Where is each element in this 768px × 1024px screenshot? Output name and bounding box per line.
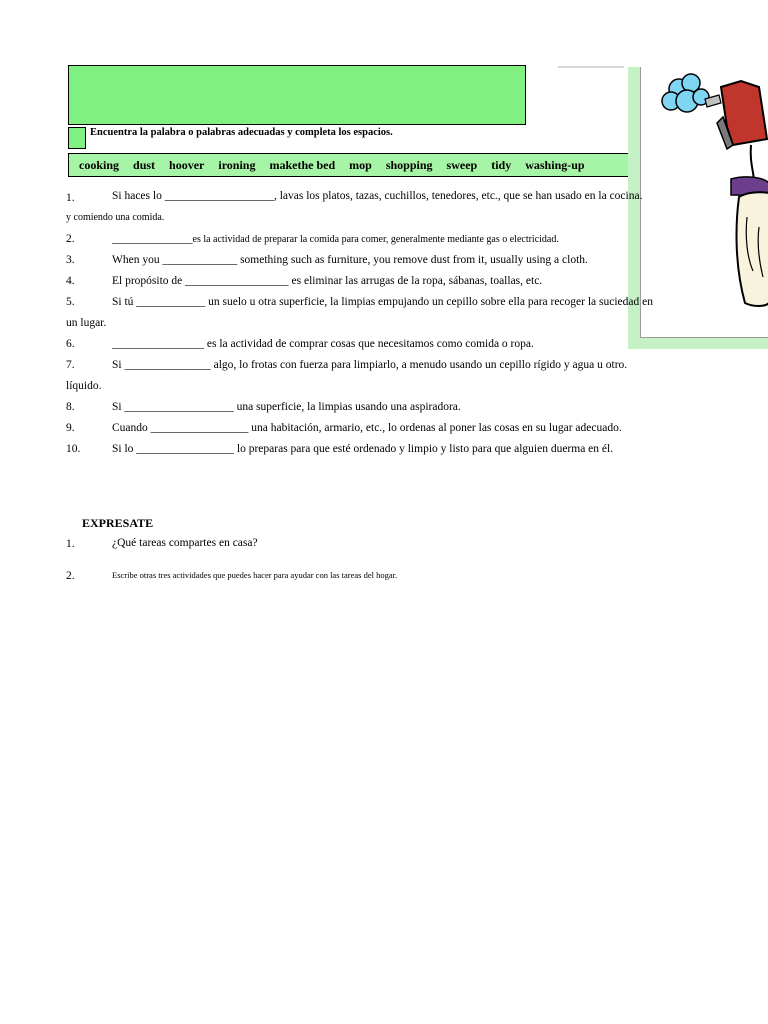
question-text: Si ___________________ una superficie, la limpias usando una aspiradora.: [112, 401, 461, 413]
question-text: Cuando _________________ una habitación, armario, etc., lo ordenas al poner las cosas en su lugar adecuado.: [112, 422, 622, 434]
question-number: 8.: [66, 401, 75, 413]
question-number: 9.: [66, 422, 75, 434]
answer-blank: ______________: [112, 233, 193, 245]
question-continuation: líquido.: [66, 380, 102, 392]
word-bank-item: dust: [133, 157, 156, 172]
word-bank-item: washing-up: [525, 157, 585, 172]
question-text: ________________ es la actividad de comprar cosas que necesitamos como comida o ropa.: [112, 338, 534, 350]
word-bank-item: tidy: [491, 157, 512, 172]
question-text: Escribe otras tres actividades que puedes hacer para ayudar con las tareas del hogar.: [112, 570, 398, 580]
question-text: Si haces lo ___________________, lavas los platos, tazas, cuchillos, tenedores, etc., que se han usado en la cocina.: [112, 190, 643, 202]
word-bank-item: cooking: [79, 157, 120, 172]
instruction-marker: [68, 127, 86, 149]
question-number: 7.: [66, 359, 75, 371]
question-text: [112, 233, 559, 245]
question-number: 1.: [66, 192, 75, 204]
title-box: [68, 65, 526, 125]
word-bank-item: shopping: [385, 157, 433, 172]
question-text: ¿Qué tareas compartes en casa?: [112, 537, 258, 549]
question-text: Si _______________ algo, lo frotas con fuerza para limpiarlo, a menudo usando un cepillo rígido y agua u otro.: [112, 359, 628, 371]
frame-top-line: [558, 66, 624, 68]
word-bank-item: hoover: [169, 157, 205, 172]
question-text: Si tú ____________ un suelo u otra superficie, la limpias empujando un cepillo sobre ella para recoger la suciedad en: [112, 296, 653, 308]
question-number: 3.: [66, 254, 75, 266]
word-bank: [68, 153, 703, 177]
word-bank-item: ironing: [218, 157, 256, 172]
picture-panel: [640, 67, 768, 338]
question-text: El propósito de __________________ es eliminar las arrugas de la ropa, sábanas, toallas, etc.: [112, 275, 543, 287]
question-text: Si lo _________________ lo preparas para que esté ordenado y limpio y listo para que alguien duerma en él.: [112, 443, 614, 455]
word-bank-item: mop: [349, 157, 372, 172]
question-continuation: y comiendo una comida.: [66, 212, 165, 223]
question-number: 5.: [66, 296, 75, 308]
question-continuation: un lugar.: [66, 317, 107, 329]
question-text: When you _____________ something such as furniture, you remove dust from it, usually using a cloth.: [112, 254, 588, 266]
question-number: 6.: [66, 338, 75, 350]
question-number: 4.: [66, 275, 75, 287]
instructions-text: Encuentra la palabra o palabras adecuadas y completa los espacios.: [90, 127, 393, 138]
question-number: 10.: [66, 443, 81, 455]
ironing-clipart-icon: [641, 67, 768, 327]
word-bank-item: sweep: [446, 157, 478, 172]
question-number: 1.: [66, 538, 75, 550]
question-number: 2.: [66, 570, 75, 582]
question-text-rest: es la actividad de preparar la comida para comer, generalmente mediante gas o electricidad.: [192, 234, 559, 245]
question-number: 2.: [66, 233, 75, 245]
section-heading: EXPRESATE: [82, 516, 154, 530]
word-bank-item: makethe bed: [269, 157, 336, 172]
